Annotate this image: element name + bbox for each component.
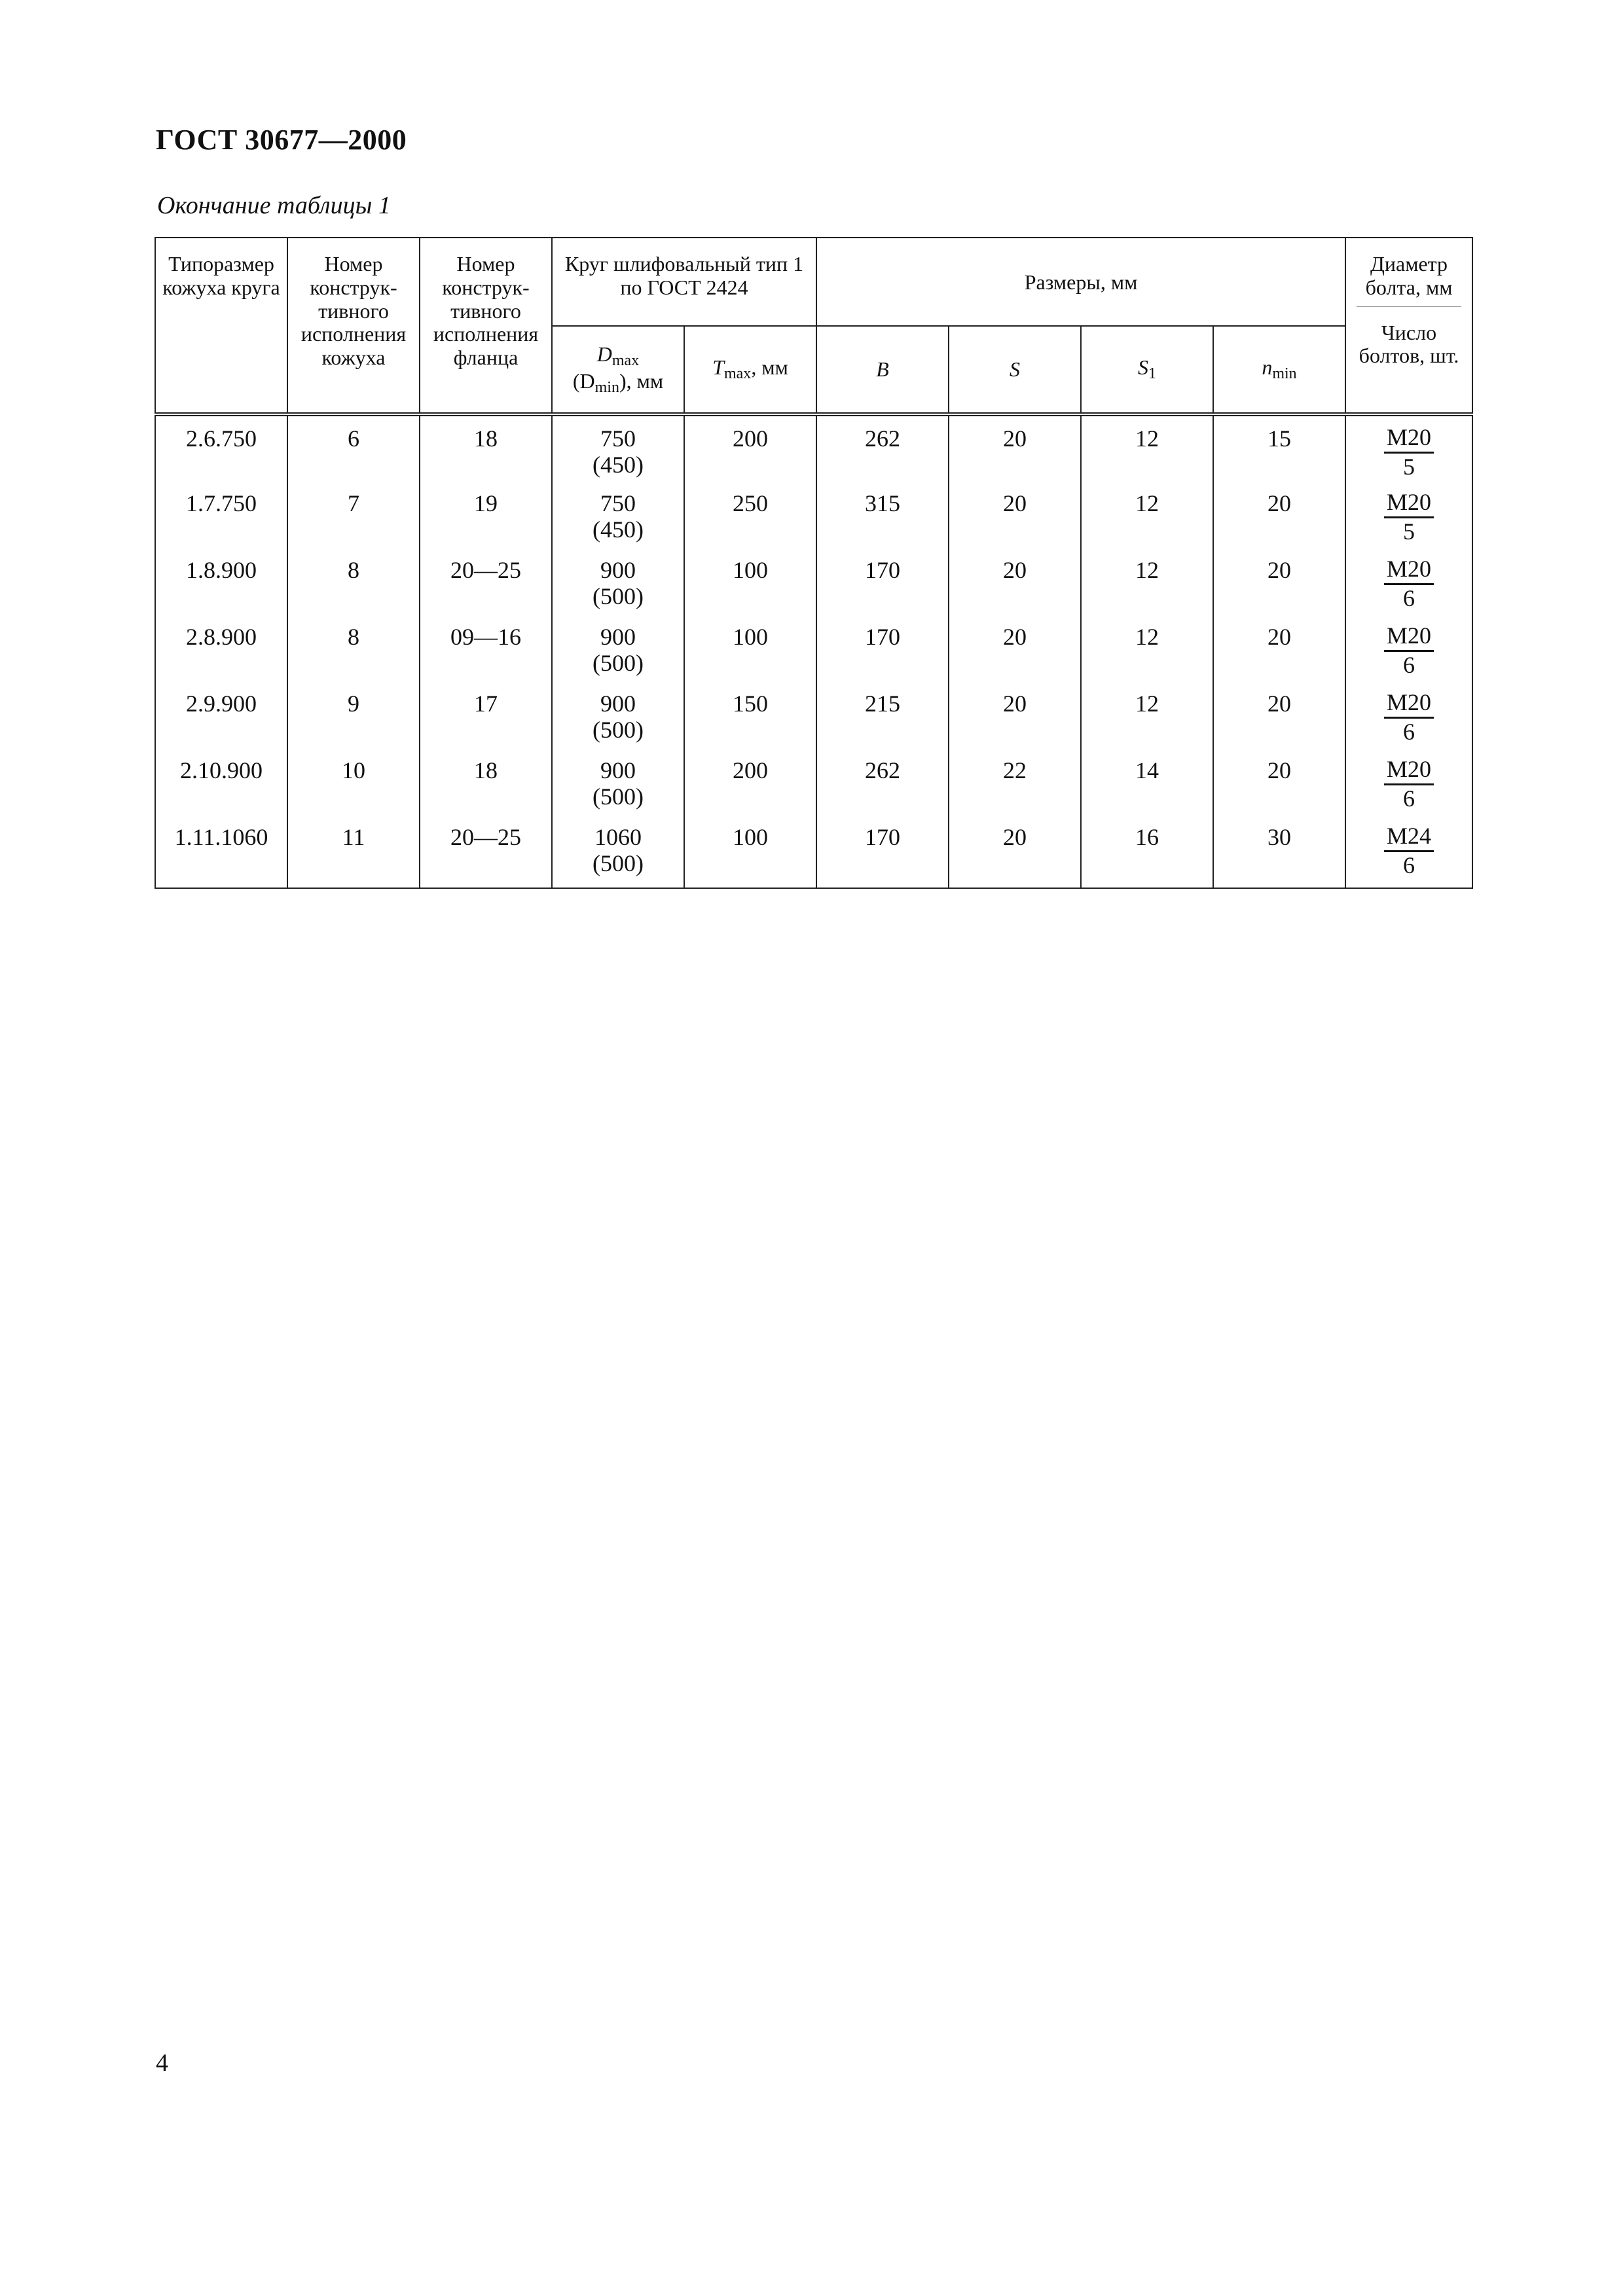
header-flange-design: Номер конструк-тивного исполнения фланца xyxy=(420,238,552,414)
cell-bolts xyxy=(1345,481,1472,548)
cell-s1: 16 xyxy=(1081,815,1213,888)
cell-tmax: 200 xyxy=(684,748,816,815)
cell-typesize: 1.7.750 xyxy=(155,481,287,548)
table-header xyxy=(155,238,1472,414)
cell-s1: 12 xyxy=(1081,414,1213,481)
cell-nmin: 20 xyxy=(1213,481,1345,548)
cell-s: 22 xyxy=(949,748,1081,815)
cell-casing-design: 8 xyxy=(287,548,420,615)
cell-flange-design: 17 xyxy=(420,681,552,748)
cell-s: 20 xyxy=(949,414,1081,481)
bolt-fraction: $\frac{M20}{6}$ xyxy=(1384,691,1434,745)
bolt-fraction: $\frac{M20}{6}$ xyxy=(1384,624,1434,678)
cell-s: 20 xyxy=(949,481,1081,548)
table-caption: Окончание таблицы 1 xyxy=(157,192,391,219)
cell-nmin: 30 xyxy=(1213,815,1345,888)
cell-casing-design: 7 xyxy=(287,481,420,548)
header-dmax: $D_{max}$ $(D_{min})$, мм xyxy=(552,326,684,414)
cell-bolts xyxy=(1345,414,1472,481)
cell-b: 170 xyxy=(816,615,949,681)
cell-nmin: 20 xyxy=(1213,681,1345,748)
header-nmin: $n_{min}$ xyxy=(1213,326,1345,414)
cell-typesize: 1.11.1060 xyxy=(155,815,287,888)
cell-tmax: 150 xyxy=(684,681,816,748)
cell-s1: 12 xyxy=(1081,681,1213,748)
cell-casing-design: 11 xyxy=(287,815,420,888)
cell-nmin: 20 xyxy=(1213,548,1345,615)
table-row xyxy=(155,815,1472,888)
bolt-fraction: $\frac{M20}{5}$ xyxy=(1384,425,1434,480)
cell-casing-design: 6 xyxy=(287,414,420,481)
table-row xyxy=(155,481,1472,548)
header-typesize: Типоразмер кожуха круга xyxy=(155,238,287,414)
cell-nmin: 20 xyxy=(1213,748,1345,815)
cell-flange-design: 18 xyxy=(420,414,552,481)
header-bolts xyxy=(1345,238,1472,414)
cell-typesize: 1.8.900 xyxy=(155,548,287,615)
cell-typesize: 2.6.750 xyxy=(155,414,287,481)
cell-s1: 12 xyxy=(1081,548,1213,615)
cell-dmax-dmin: 750 (450) xyxy=(552,481,684,548)
header-casing-design: Номер конструк-тивного исполнения кожуха xyxy=(287,238,420,414)
cell-s: 20 xyxy=(949,815,1081,888)
table-row xyxy=(155,615,1472,681)
cell-bolts xyxy=(1345,548,1472,615)
cell-b: 262 xyxy=(816,414,949,481)
table-row xyxy=(155,748,1472,815)
cell-bolts xyxy=(1345,681,1472,748)
cell-tmax: 100 xyxy=(684,815,816,888)
table-row xyxy=(155,548,1472,615)
cell-tmax: 100 xyxy=(684,548,816,615)
bolt-fraction: $\frac{M20}{6}$ xyxy=(1384,757,1434,812)
cell-bolts xyxy=(1345,815,1472,888)
bolt-fraction: $\frac{M20}{5}$ xyxy=(1384,490,1434,545)
cell-tmax: 250 xyxy=(684,481,816,548)
cell-s1: 14 xyxy=(1081,748,1213,815)
cell-dmax-dmin: 750 (450) xyxy=(552,414,684,481)
cell-tmax: 200 xyxy=(684,414,816,481)
header-s1: $S_1$ xyxy=(1081,326,1213,414)
cell-dmax-dmin: 900 (500) xyxy=(552,681,684,748)
page-number: 4 xyxy=(156,2049,168,2077)
cell-dmax-dmin: 900 (500) xyxy=(552,748,684,815)
bolt-fraction: $\frac{M24}{6}$ xyxy=(1384,824,1434,878)
cell-s1: 12 xyxy=(1081,481,1213,548)
cell-casing-design: 8 xyxy=(287,615,420,681)
bolt-fraction: $\frac{M20}{6}$ xyxy=(1384,557,1434,611)
cell-dmax-dmin: 900 (500) xyxy=(552,548,684,615)
header-wheel-group: Круг шлифовальный тип 1 по ГОСТ 2424 xyxy=(552,238,816,326)
header-s: S xyxy=(949,326,1081,414)
cell-typesize: 2.10.900 xyxy=(155,748,287,815)
cell-casing-design: 10 xyxy=(287,748,420,815)
document-title: ГОСТ 30677—2000 xyxy=(156,124,407,156)
cell-s1: 12 xyxy=(1081,615,1213,681)
specification-table xyxy=(155,237,1473,889)
cell-typesize: 2.9.900 xyxy=(155,681,287,748)
cell-flange-design: 19 xyxy=(420,481,552,548)
cell-dmax-dmin: 900 (500) xyxy=(552,615,684,681)
cell-tmax: 100 xyxy=(684,615,816,681)
table-row xyxy=(155,681,1472,748)
cell-b: 315 xyxy=(816,481,949,548)
cell-dmax-dmin: 1060 (500) xyxy=(552,815,684,888)
cell-s: 20 xyxy=(949,615,1081,681)
cell-b: 262 xyxy=(816,748,949,815)
cell-typesize: 2.8.900 xyxy=(155,615,287,681)
cell-flange-design: 09—16 xyxy=(420,615,552,681)
cell-b: 170 xyxy=(816,548,949,615)
cell-casing-design: 9 xyxy=(287,681,420,748)
table-body xyxy=(155,414,1472,888)
header-dimensions-group: Размеры, мм xyxy=(816,238,1345,326)
cell-bolts xyxy=(1345,748,1472,815)
header-bolt-diameter: Диаметр болта, мм xyxy=(1357,253,1461,307)
cell-s: 20 xyxy=(949,548,1081,615)
header-b: B xyxy=(816,326,949,414)
cell-s: 20 xyxy=(949,681,1081,748)
header-bolt-count: Число болтов, шт. xyxy=(1359,320,1459,368)
cell-bolts xyxy=(1345,615,1472,681)
cell-flange-design: 20—25 xyxy=(420,548,552,615)
header-tmax: $T_{max}$, мм xyxy=(684,326,816,414)
table-row xyxy=(155,414,1472,481)
cell-flange-design: 18 xyxy=(420,748,552,815)
cell-nmin: 20 xyxy=(1213,615,1345,681)
cell-b: 170 xyxy=(816,815,949,888)
cell-flange-design: 20—25 xyxy=(420,815,552,888)
cell-nmin: 15 xyxy=(1213,414,1345,481)
cell-b: 215 xyxy=(816,681,949,748)
